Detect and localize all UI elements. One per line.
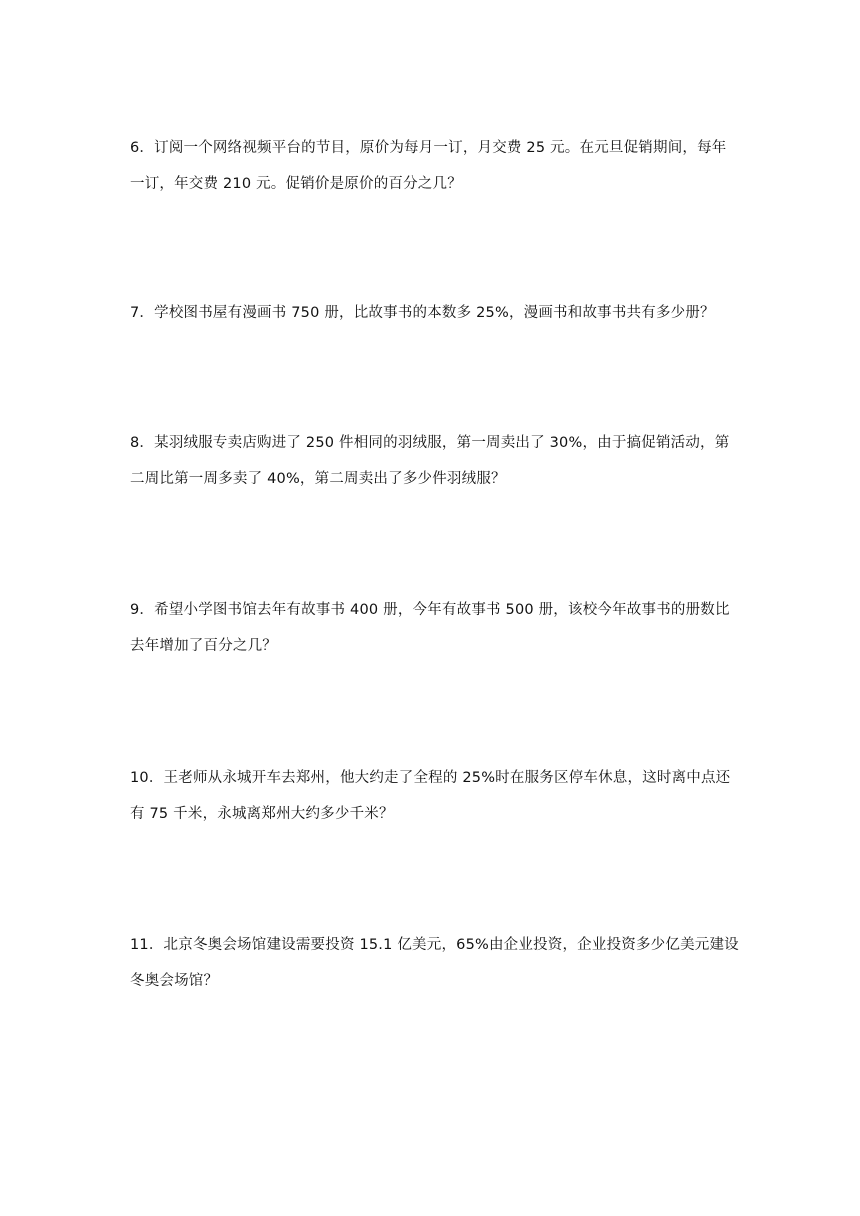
question-text-line: 8．某羽绒服专卖店购进了 250 件相同的羽绒服，第一周卖出了 30%，由于搞促销活动，第 [130,435,730,451]
question-text-line: 冬奥会场馆？ [130,973,219,989]
question-text-line: 有 75 千米，永城离郑州大约多少千米？ [130,806,394,822]
question-6 [130,130,735,202]
question-text-line: 6．订阅一个网络视频平台的节目，原价为每月一订，月交费 25 元。在元旦促销期间，每年 [130,140,727,156]
question-text-line: 10．王老师从永城开车去郑州，他大约走了全程的 25%时在服务区停车休息，这时离中点还 [130,770,731,786]
question-10 [130,760,735,832]
question-text-line: 一订，年交费 210 元。促销价是原价的百分之几？ [130,176,462,192]
question-text-line: 9．希望小学图书馆去年有故事书 400 册，今年有故事书 500 册，该校今年故事书的册数比 [130,602,730,618]
question-text-line: 11．北京冬奥会场馆建设需要投资 15.1 亿美元，65%由企业投资，企业投资多少亿美元建设 [130,937,739,953]
question-text-line: 去年增加了百分之几？ [130,638,277,654]
question-9 [130,592,735,664]
question-text-line: 7．学校图书屋有漫画书 750 册，比故事书的本数多 25%，漫画书和故事书共有多少册？ [130,305,715,321]
question-text-line: 二周比第一周多卖了 40%，第二周卖出了多少件羽绒服？ [130,471,506,487]
question-11 [130,927,739,999]
question-8 [130,425,735,497]
question-7 [130,295,735,331]
